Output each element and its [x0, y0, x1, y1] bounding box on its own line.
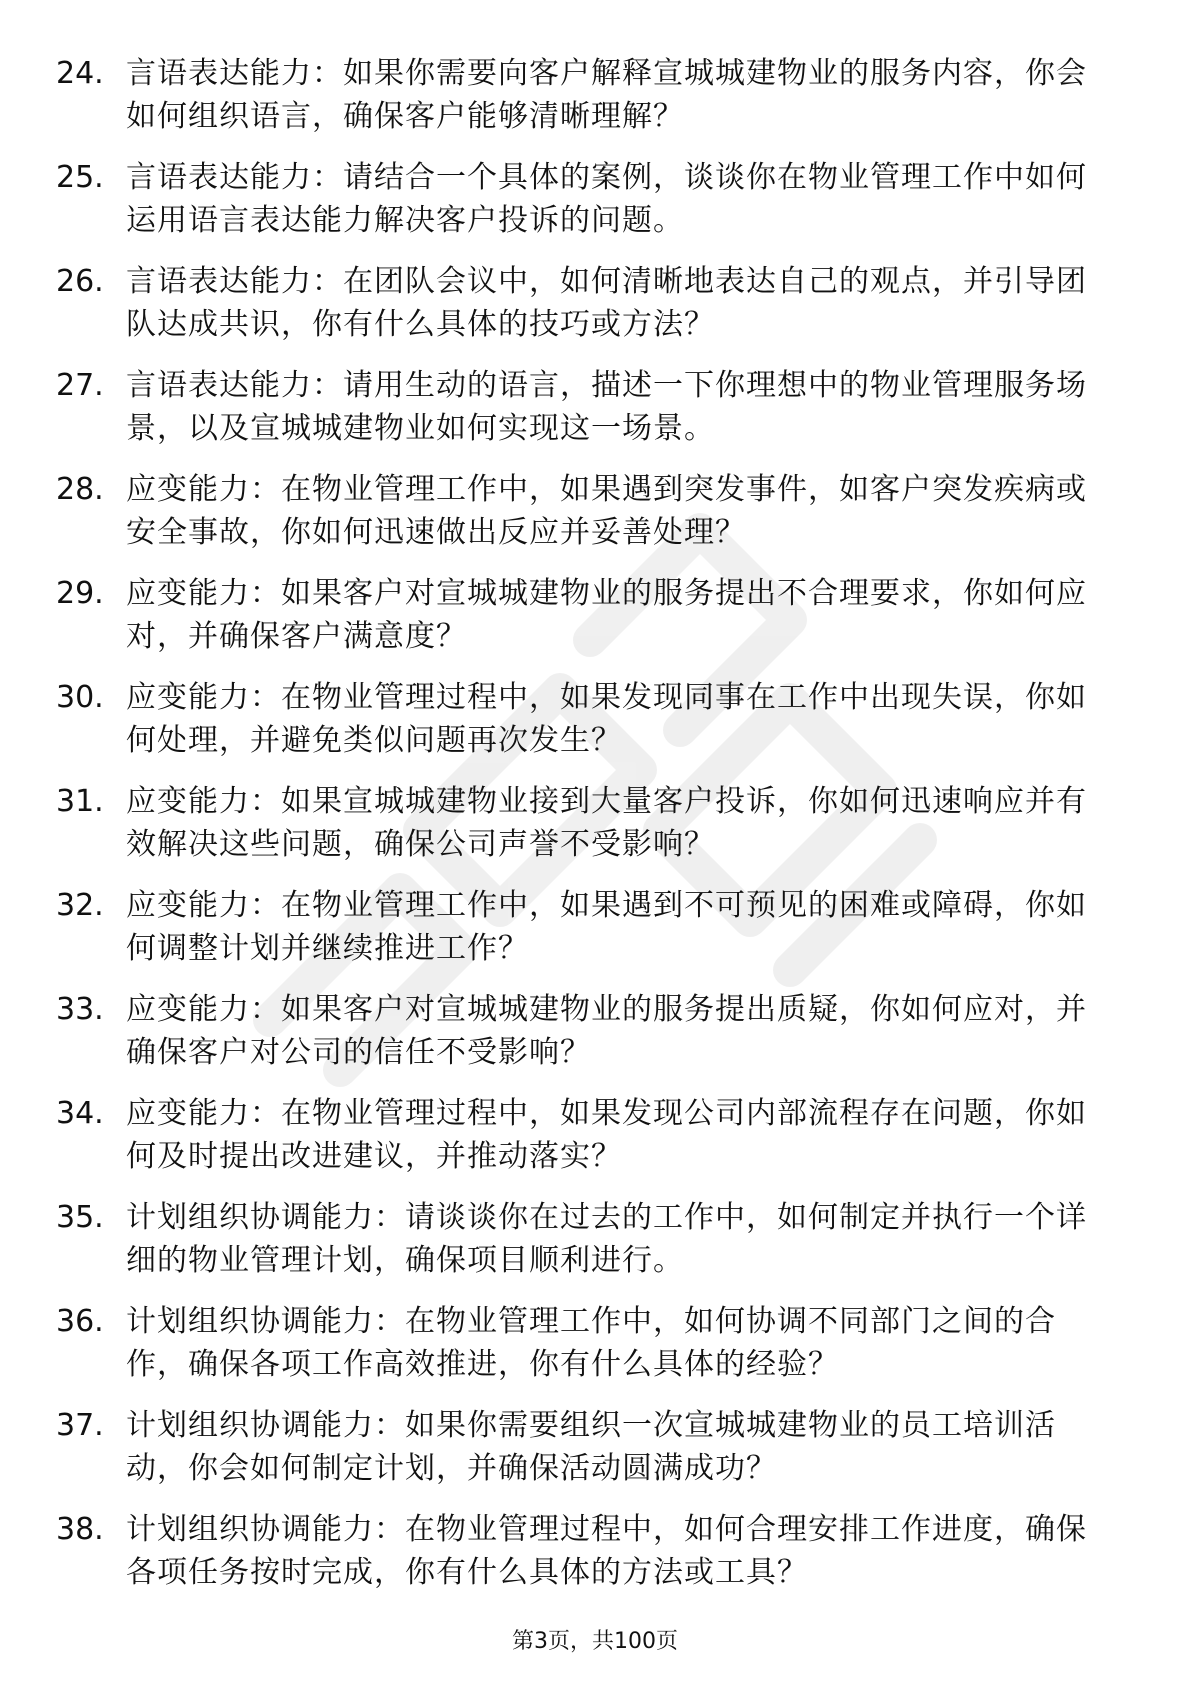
question-number: 38. — [56, 1512, 104, 1547]
question-number: 26. — [56, 264, 104, 299]
question-item — [56, 364, 1116, 468]
question-text: 应变能力：在物业管理过程中，如果发现公司内部流程存在问题，你如何及时提出改进建议，并推动落实？ — [126, 1096, 1087, 1174]
question-text: 计划组织协调能力：如果你需要组织一次宣城城建物业的员工培训活动，你会如何制定计划，并确保活动圆满成功？ — [126, 1408, 1056, 1486]
question-number: 24. — [56, 56, 104, 91]
question-item — [56, 156, 1116, 260]
question-text: 计划组织协调能力：请谈谈你在过去的工作中，如何制定并执行一个详细的物业管理计划，确保项目顺利进行。 — [126, 1200, 1087, 1278]
question-item — [56, 988, 1116, 1092]
question-item — [56, 676, 1116, 780]
question-item — [56, 884, 1116, 988]
question-text: 言语表达能力：请结合一个具体的案例，谈谈你在物业管理工作中如何运用语言表达能力解决客户投诉的问题。 — [126, 160, 1087, 238]
question-item — [56, 52, 1116, 156]
question-number: 31. — [56, 784, 104, 819]
question-number: 34. — [56, 1096, 104, 1131]
question-item — [56, 1196, 1116, 1300]
question-list — [56, 52, 1116, 1612]
question-number: 35. — [56, 1200, 104, 1235]
question-text: 应变能力：在物业管理工作中，如果遇到不可预见的困难或障碍，你如何调整计划并继续推进工作？ — [126, 888, 1087, 966]
question-number: 29. — [56, 576, 104, 611]
question-item — [56, 780, 1116, 884]
question-number: 32. — [56, 888, 104, 923]
question-text: 应变能力：如果客户对宣城城建物业的服务提出不合理要求，你如何应对，并确保客户满意度？ — [126, 576, 1087, 654]
question-item — [56, 468, 1116, 572]
question-text: 应变能力：在物业管理过程中，如果发现同事在工作中出现失误，你如何处理，并避免类似问题再次发生？ — [126, 680, 1087, 758]
question-text: 言语表达能力：如果你需要向客户解释宣城城建物业的服务内容，你会如何组织语言，确保客户能够清晰理解？ — [126, 56, 1087, 134]
question-item — [56, 260, 1116, 364]
question-number: 37. — [56, 1408, 104, 1443]
question-text: 应变能力：如果宣城城建物业接到大量客户投诉，你如何迅速响应并有效解决这些问题，确保公司声誉不受影响？ — [126, 784, 1087, 862]
question-number: 25. — [56, 160, 104, 195]
question-text: 应变能力：如果客户对宣城城建物业的服务提出质疑，你如何应对，并确保客户对公司的信任不受影响？ — [126, 992, 1087, 1070]
question-number: 33. — [56, 992, 104, 1027]
question-text: 应变能力：在物业管理工作中，如果遇到突发事件，如客户突发疾病或安全事故，你如何迅速做出反应并妥善处理？ — [126, 472, 1087, 550]
question-text: 言语表达能力：在团队会议中，如何清晰地表达自己的观点，并引导团队达成共识，你有什么具体的技巧或方法？ — [126, 264, 1087, 342]
question-item — [56, 1300, 1116, 1404]
question-item — [56, 1508, 1116, 1612]
question-number: 27. — [56, 368, 104, 403]
question-number: 36. — [56, 1304, 104, 1339]
question-item — [56, 1404, 1116, 1508]
question-text: 言语表达能力：请用生动的语言，描述一下你理想中的物业管理服务场景，以及宣城城建物业如何实现这一场景。 — [126, 368, 1087, 446]
page-number-footer: 第3页，共100页 — [512, 1629, 678, 1654]
question-text: 计划组织协调能力：在物业管理过程中，如何合理安排工作进度，确保各项任务按时完成，你有什么具体的方法或工具？ — [126, 1512, 1087, 1590]
question-text: 计划组织协调能力：在物业管理工作中，如何协调不同部门之间的合作，确保各项工作高效推进，你有什么具体的经验？ — [126, 1304, 1056, 1382]
question-item — [56, 1092, 1116, 1196]
question-number: 30. — [56, 680, 104, 715]
question-item — [56, 572, 1116, 676]
question-number: 28. — [56, 472, 104, 507]
